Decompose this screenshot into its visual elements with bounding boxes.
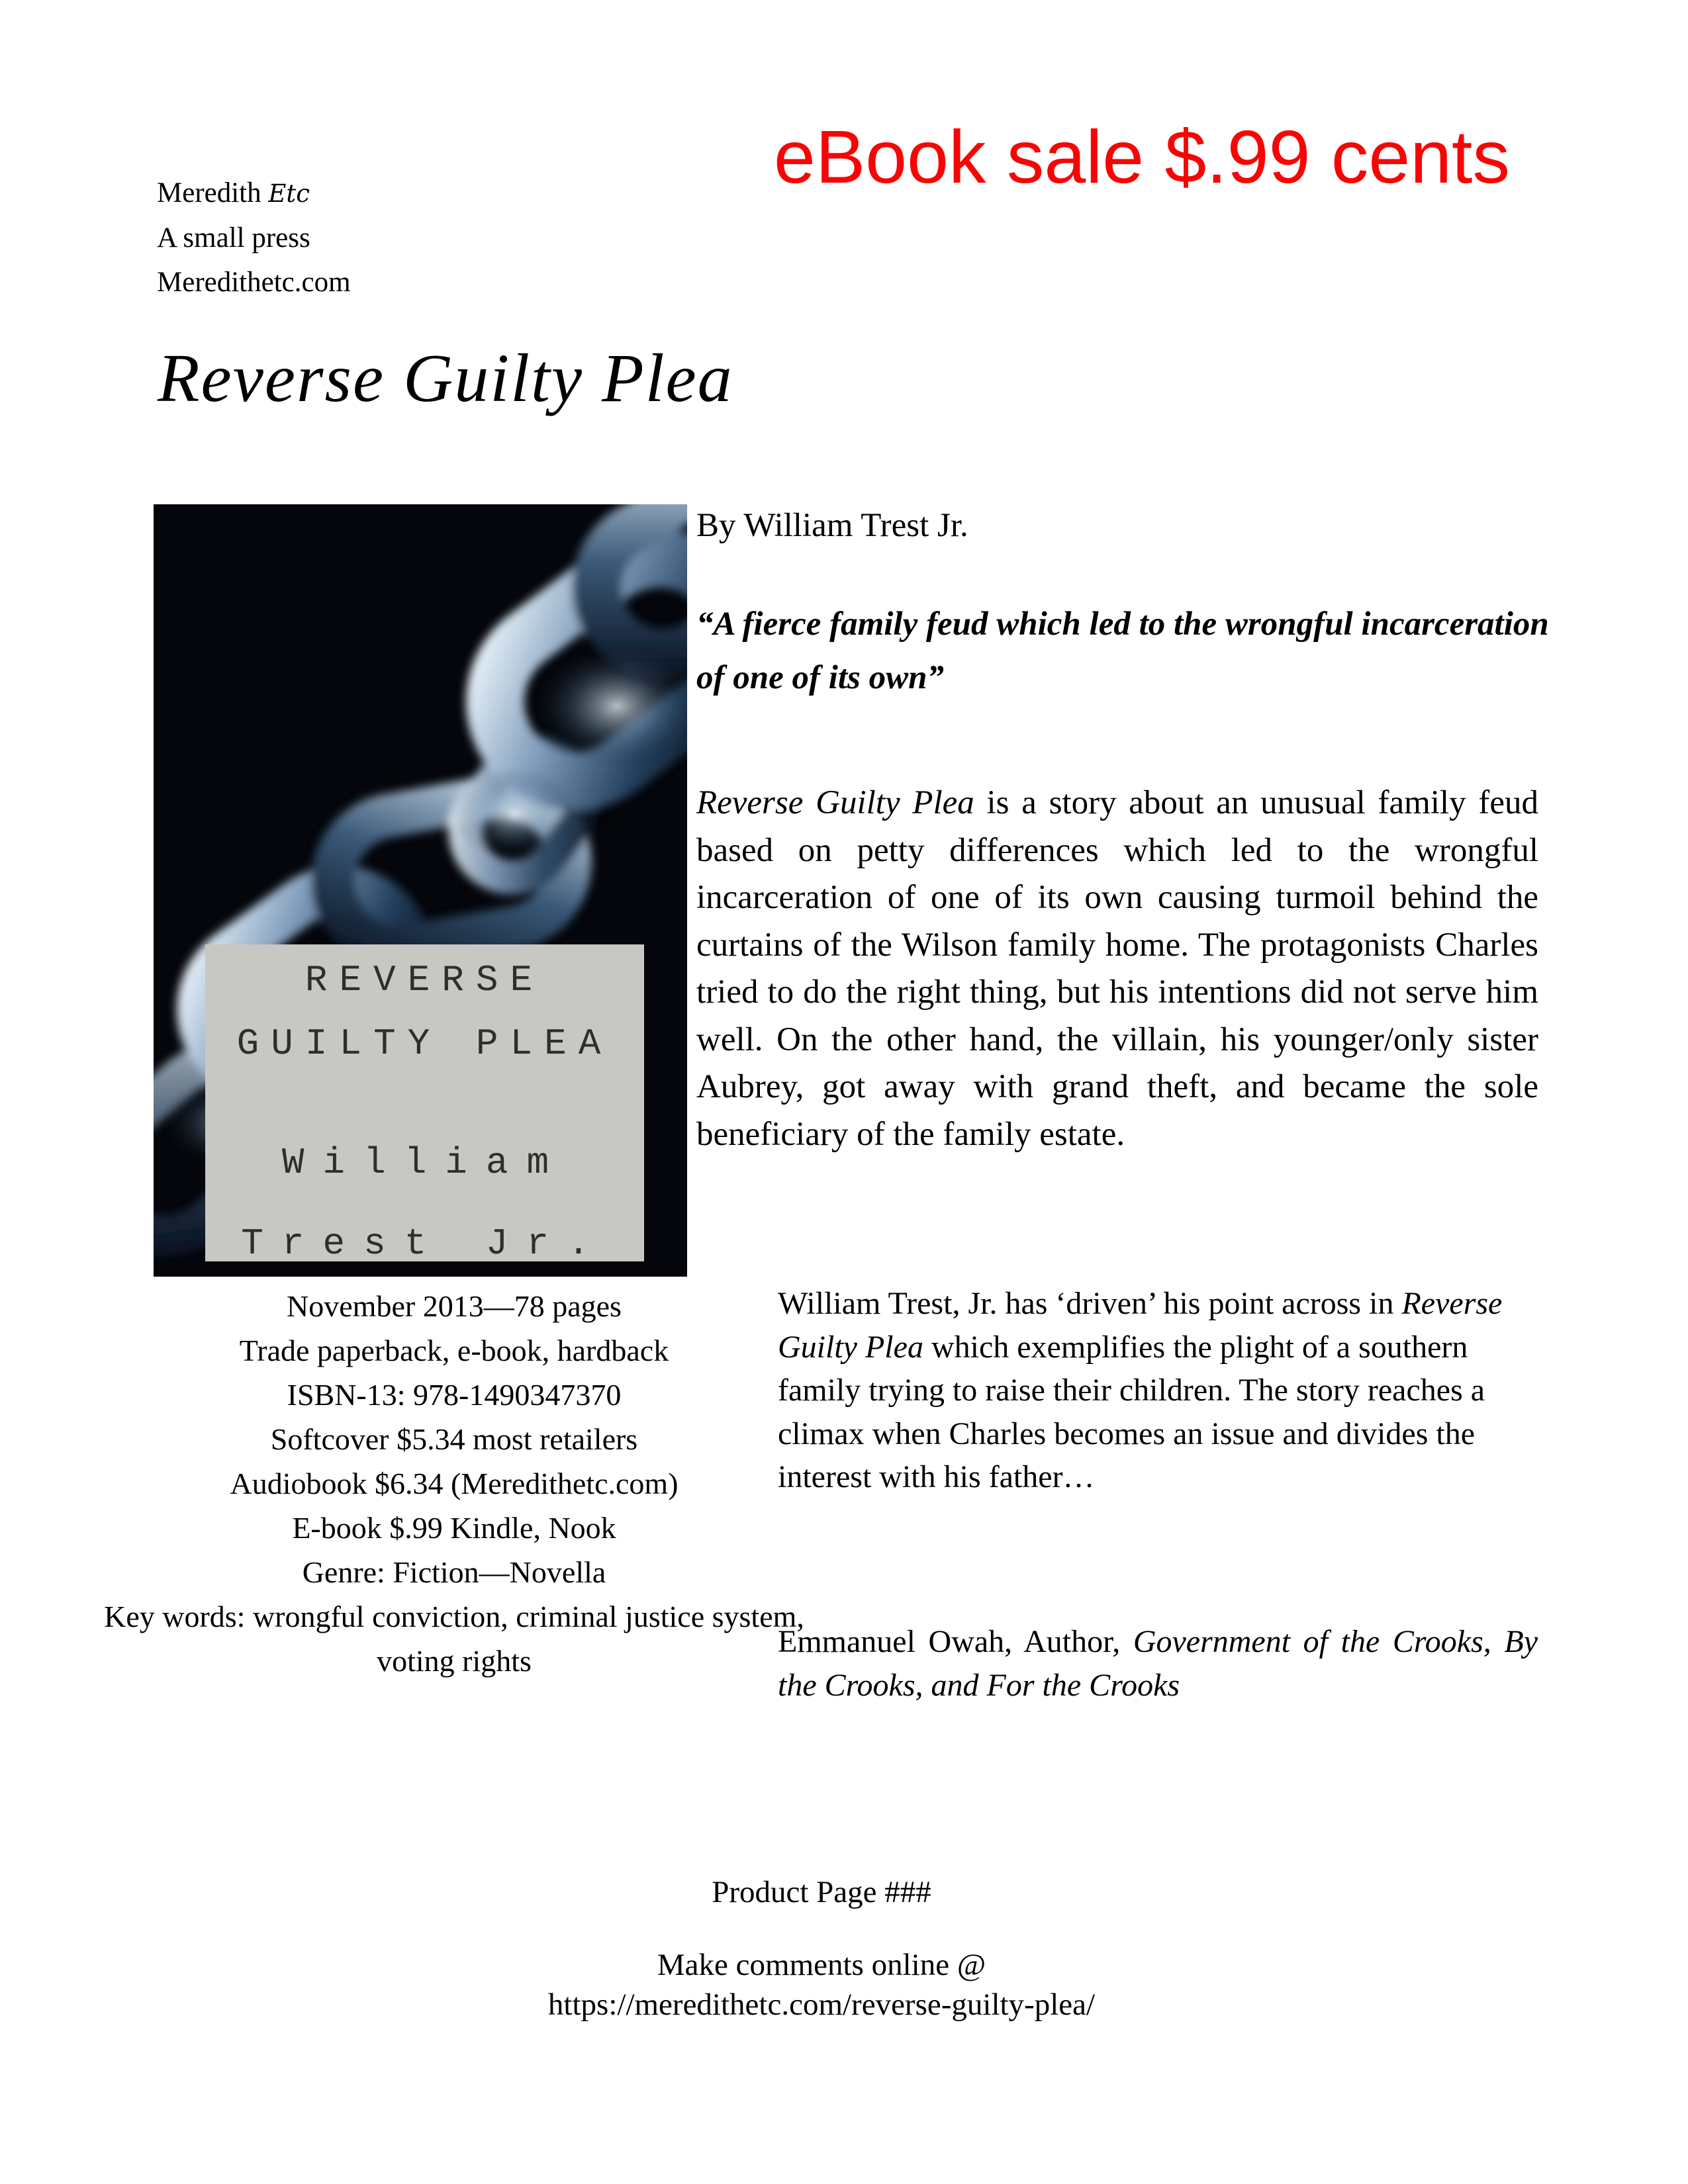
comments-line: Make comments online @: [657, 1948, 986, 1982]
detail-line-isbn: ISBN-13: 978-1490347370: [287, 1378, 622, 1412]
detail-line-ebook-price: E-book $.99 Kindle, Nook: [292, 1511, 616, 1545]
cover-title-line2: GUILTY PLEA: [236, 1023, 613, 1065]
synopsis-book-title: Reverse Guilty Plea: [696, 784, 974, 821]
review-book-title: Reverse Guilty Plea: [778, 1286, 1503, 1365]
synopsis-text: is a story about an unusual family feud based on petty differences which led to the wrongful incarceration of one of its own causing turmoil behind the curtains of the Wilson family home. The protagonists Charles tried to do the right thing, but his intentions did not serve him well. On the other hand, the villain, his younger/only sister Aubrey, got away with grand theft, and became the sole beneficiary of the family estate.: [696, 784, 1538, 1153]
detail-line-date-pages: November 2013—78 pages: [287, 1289, 622, 1323]
synopsis-paragraph: [696, 780, 1538, 1158]
endorsement-author: Emmanuel Owah, Author,: [778, 1624, 1133, 1659]
site-url[interactable]: https://meredithetc.com/reverse-guilty-plea/: [547, 1987, 1096, 2022]
cover-author-line2: Trest Jr.: [241, 1222, 608, 1265]
cover-title-label: [205, 944, 644, 1265]
book-cover: [154, 504, 687, 1277]
publisher-etc-script: Etc: [268, 179, 310, 208]
publisher-block: [157, 171, 351, 304]
publisher-name: Meredith: [157, 177, 261, 208]
publisher-website: Meredithetc.com: [157, 267, 351, 298]
detail-line-keywords: Key words: wrongful conviction, criminal justice system, voting rights: [104, 1600, 804, 1678]
cover-author-line1: William: [281, 1142, 568, 1184]
book-quote: “A fierce family feud which led to the wrongful incarceration of one of its own”: [696, 606, 1549, 696]
review-paragraph: [778, 1282, 1539, 1499]
detail-line-genre: Genre: Fiction—Novella: [302, 1555, 606, 1589]
cover-title-line1: REVERSE: [305, 959, 545, 1001]
review-text-post: which exemplifies the plight of a southern family trying to raise their children. The story reaches a climax when Charles becomes an issue and divides the interest with his father…: [778, 1329, 1485, 1494]
endorsement-paragraph: [778, 1620, 1538, 1707]
byline: By William Trest Jr.: [696, 507, 968, 544]
product-page-line: Product Page ###: [712, 1875, 931, 1909]
review-text-pre: William Trest, Jr. has ‘driven’ his point across in: [778, 1286, 1402, 1321]
endorsement-book-title: Government of the Crooks, By the Crooks, and For the Crooks: [778, 1624, 1538, 1703]
publisher-tagline: A small press: [157, 222, 310, 253]
detail-line-softcover-price: Softcover $5.34 most retailers: [270, 1422, 638, 1456]
detail-line-audiobook-price: Audiobook $6.34 (Meredithetc.com): [230, 1467, 679, 1500]
sale-banner: eBook sale $.99 cents: [774, 115, 1510, 199]
publication-details: [99, 1284, 809, 1683]
detail-line-formats: Trade paperback, e-book, hardback: [239, 1334, 669, 1367]
page-title: Reverse Guilty Plea: [158, 340, 733, 416]
publisher-name-line: [157, 171, 351, 216]
